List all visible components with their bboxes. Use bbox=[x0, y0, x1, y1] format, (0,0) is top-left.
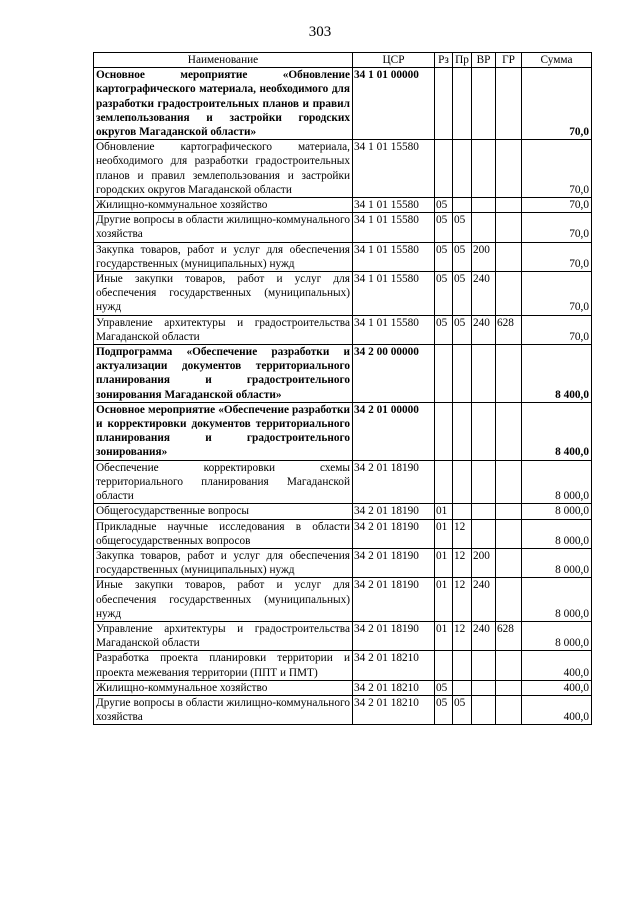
cell-sum: 70,0 bbox=[522, 68, 592, 140]
cell-gr bbox=[496, 578, 522, 622]
table-row bbox=[94, 68, 592, 140]
cell-pr bbox=[453, 504, 472, 519]
cell-rz bbox=[435, 140, 453, 198]
table-row bbox=[94, 460, 592, 504]
cell-name: Общегосударственные вопросы bbox=[94, 504, 353, 519]
cell-rz: 05 bbox=[435, 315, 453, 344]
cell-pr bbox=[453, 680, 472, 695]
cell-rz: 05 bbox=[435, 198, 453, 213]
table-row bbox=[94, 272, 592, 316]
cell-name: Иные закупки товаров, работ и услуг для обеспечения государственных (муниципальных) нужд bbox=[94, 578, 353, 622]
cell-csr: 34 1 01 15580 bbox=[353, 213, 435, 242]
cell-csr: 34 1 01 15580 bbox=[353, 272, 435, 316]
cell-vr bbox=[472, 460, 496, 504]
cell-pr: 12 bbox=[453, 578, 472, 622]
cell-pr bbox=[453, 460, 472, 504]
cell-csr: 34 1 01 15580 bbox=[353, 242, 435, 271]
cell-csr: 34 1 01 00000 bbox=[353, 68, 435, 140]
cell-rz: 05 bbox=[435, 695, 453, 724]
table-row bbox=[94, 651, 592, 680]
cell-csr: 34 1 01 15580 bbox=[353, 140, 435, 198]
cell-vr bbox=[472, 519, 496, 548]
table-row bbox=[94, 621, 592, 650]
cell-name: Закупка товаров, работ и услуг для обеспечения государственных (муниципальных) нужд bbox=[94, 242, 353, 271]
cell-vr bbox=[472, 140, 496, 198]
cell-gr bbox=[496, 272, 522, 316]
cell-sum: 400,0 bbox=[522, 651, 592, 680]
table-row bbox=[94, 578, 592, 622]
cell-name: Обновление картографического материала, необходимого для разработки градостроительных планов и правил землепользования и застройки городских округов Магаданской области bbox=[94, 140, 353, 198]
cell-vr: 240 bbox=[472, 272, 496, 316]
cell-vr bbox=[472, 213, 496, 242]
cell-pr: 05 bbox=[453, 272, 472, 316]
cell-pr: 05 bbox=[453, 213, 472, 242]
cell-sum: 70,0 bbox=[522, 242, 592, 271]
cell-vr bbox=[472, 680, 496, 695]
table-row bbox=[94, 504, 592, 519]
cell-vr bbox=[472, 504, 496, 519]
cell-gr bbox=[496, 651, 522, 680]
table-row bbox=[94, 345, 592, 403]
cell-vr: 240 bbox=[472, 578, 496, 622]
table-row bbox=[94, 242, 592, 271]
cell-gr bbox=[496, 242, 522, 271]
cell-sum: 8 000,0 bbox=[522, 578, 592, 622]
cell-pr bbox=[453, 198, 472, 213]
cell-name: Иные закупки товаров, работ и услуг для обеспечения государственных (муниципальных) нужд bbox=[94, 272, 353, 316]
cell-gr bbox=[496, 198, 522, 213]
cell-name: Основное мероприятие «Обеспечение разработки и корректировки документов территориального планирования и градостроительного зонирования» bbox=[94, 402, 353, 460]
cell-name: Управление архитектуры и градостроительства Магаданской области bbox=[94, 621, 353, 650]
cell-gr bbox=[496, 460, 522, 504]
cell-pr bbox=[453, 68, 472, 140]
cell-pr: 05 bbox=[453, 695, 472, 724]
cell-csr: 34 2 01 18190 bbox=[353, 548, 435, 577]
table-row bbox=[94, 213, 592, 242]
cell-rz bbox=[435, 460, 453, 504]
table-header-row bbox=[94, 53, 592, 68]
cell-gr bbox=[496, 695, 522, 724]
cell-vr bbox=[472, 345, 496, 403]
cell-rz: 05 bbox=[435, 242, 453, 271]
cell-sum: 70,0 bbox=[522, 198, 592, 213]
cell-name: Закупка товаров, работ и услуг для обеспечения государственных (муниципальных) нужд bbox=[94, 548, 353, 577]
cell-rz: 05 bbox=[435, 680, 453, 695]
cell-sum: 70,0 bbox=[522, 272, 592, 316]
cell-sum: 8 000,0 bbox=[522, 621, 592, 650]
cell-name: Другие вопросы в области жилищно-коммунального хозяйства bbox=[94, 695, 353, 724]
cell-pr: 12 bbox=[453, 519, 472, 548]
header-name: Наименование bbox=[94, 53, 353, 68]
cell-csr: 34 2 01 18190 bbox=[353, 621, 435, 650]
cell-sum: 8 000,0 bbox=[522, 504, 592, 519]
cell-vr bbox=[472, 695, 496, 724]
cell-sum: 8 000,0 bbox=[522, 460, 592, 504]
cell-rz bbox=[435, 68, 453, 140]
cell-vr: 200 bbox=[472, 242, 496, 271]
cell-gr bbox=[496, 548, 522, 577]
cell-name: Обеспечение корректировки схемы территориального планирования Магаданской области bbox=[94, 460, 353, 504]
cell-name: Основное мероприятие «Обновление картографического материала, необходимого для разработки градостроительных планов и правил землепользования и застройки городских округов Магаданской области» bbox=[94, 68, 353, 140]
cell-sum: 8 400,0 bbox=[522, 402, 592, 460]
cell-rz: 01 bbox=[435, 578, 453, 622]
cell-rz: 01 bbox=[435, 504, 453, 519]
page-number: 303 bbox=[308, 24, 332, 40]
cell-pr bbox=[453, 140, 472, 198]
cell-rz bbox=[435, 402, 453, 460]
table-row bbox=[94, 198, 592, 213]
cell-vr: 200 bbox=[472, 548, 496, 577]
cell-rz: 05 bbox=[435, 272, 453, 316]
cell-sum: 70,0 bbox=[522, 315, 592, 344]
cell-gr bbox=[496, 68, 522, 140]
header-rz: Рз bbox=[435, 53, 453, 68]
table-row bbox=[94, 519, 592, 548]
cell-sum: 8 000,0 bbox=[522, 548, 592, 577]
header-csr: ЦСР bbox=[353, 53, 435, 68]
cell-gr bbox=[496, 213, 522, 242]
cell-gr bbox=[496, 504, 522, 519]
table-row bbox=[94, 140, 592, 198]
cell-gr bbox=[496, 519, 522, 548]
header-vr: ВР bbox=[472, 53, 496, 68]
cell-rz bbox=[435, 345, 453, 403]
cell-rz bbox=[435, 651, 453, 680]
cell-sum: 70,0 bbox=[522, 213, 592, 242]
cell-vr bbox=[472, 402, 496, 460]
cell-name: Другие вопросы в области жилищно-коммунального хозяйства bbox=[94, 213, 353, 242]
cell-csr: 34 2 01 18190 bbox=[353, 504, 435, 519]
cell-csr: 34 1 01 15580 bbox=[353, 198, 435, 213]
cell-pr: 05 bbox=[453, 242, 472, 271]
cell-csr: 34 2 01 00000 bbox=[353, 402, 435, 460]
cell-sum: 400,0 bbox=[522, 680, 592, 695]
cell-gr bbox=[496, 345, 522, 403]
table-row bbox=[94, 315, 592, 344]
cell-pr bbox=[453, 651, 472, 680]
cell-pr: 12 bbox=[453, 548, 472, 577]
cell-csr: 34 2 01 18190 bbox=[353, 578, 435, 622]
cell-vr: 240 bbox=[472, 315, 496, 344]
cell-sum: 8 000,0 bbox=[522, 519, 592, 548]
cell-gr bbox=[496, 140, 522, 198]
cell-csr: 34 2 01 18210 bbox=[353, 695, 435, 724]
cell-csr: 34 2 01 18190 bbox=[353, 519, 435, 548]
cell-gr: 628 bbox=[496, 315, 522, 344]
table-row bbox=[94, 402, 592, 460]
table-row bbox=[94, 680, 592, 695]
cell-pr bbox=[453, 345, 472, 403]
cell-name: Прикладные научные исследования в области общегосударственных вопросов bbox=[94, 519, 353, 548]
cell-pr: 12 bbox=[453, 621, 472, 650]
cell-csr: 34 2 01 18210 bbox=[353, 680, 435, 695]
cell-vr bbox=[472, 651, 496, 680]
cell-name: Жилищно-коммунальное хозяйство bbox=[94, 198, 353, 213]
cell-rz: 01 bbox=[435, 621, 453, 650]
budget-table bbox=[93, 52, 592, 725]
table-body bbox=[94, 68, 592, 725]
cell-vr bbox=[472, 68, 496, 140]
cell-sum: 8 400,0 bbox=[522, 345, 592, 403]
table-row bbox=[94, 548, 592, 577]
cell-sum: 70,0 bbox=[522, 140, 592, 198]
cell-vr bbox=[472, 198, 496, 213]
cell-name: Управление архитектуры и градостроительства Магаданской области bbox=[94, 315, 353, 344]
cell-csr: 34 2 01 18210 bbox=[353, 651, 435, 680]
cell-rz: 01 bbox=[435, 519, 453, 548]
cell-rz: 05 bbox=[435, 213, 453, 242]
cell-rz: 01 bbox=[435, 548, 453, 577]
cell-vr: 240 bbox=[472, 621, 496, 650]
cell-csr: 34 2 00 00000 bbox=[353, 345, 435, 403]
cell-gr bbox=[496, 402, 522, 460]
cell-name: Жилищно-коммунальное хозяйство bbox=[94, 680, 353, 695]
cell-gr: 628 bbox=[496, 621, 522, 650]
cell-pr bbox=[453, 402, 472, 460]
header-pr: Пр bbox=[453, 53, 472, 68]
cell-pr: 05 bbox=[453, 315, 472, 344]
table-row bbox=[94, 695, 592, 724]
cell-name: Подпрограмма «Обеспечение разработки и актуализации документов территориального планирования и градостроительного зонирования Магаданской области» bbox=[94, 345, 353, 403]
cell-csr: 34 1 01 15580 bbox=[353, 315, 435, 344]
header-gr: ГР bbox=[496, 53, 522, 68]
header-sum: Сумма bbox=[522, 53, 592, 68]
cell-csr: 34 2 01 18190 bbox=[353, 460, 435, 504]
cell-name: Разработка проекта планировки территории и проекта межевания территории (ППТ и ПМТ) bbox=[94, 651, 353, 680]
cell-sum: 400,0 bbox=[522, 695, 592, 724]
cell-gr bbox=[496, 680, 522, 695]
